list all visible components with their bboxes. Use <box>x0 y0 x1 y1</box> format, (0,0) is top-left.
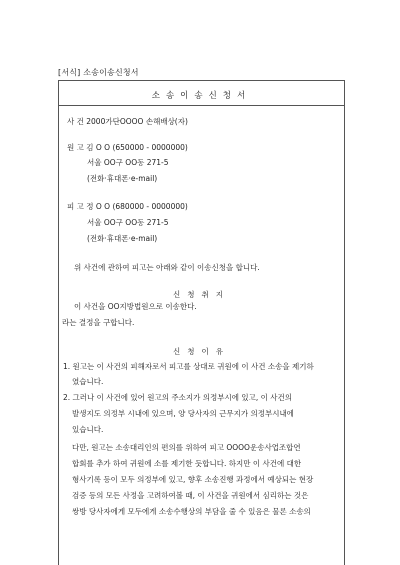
purpose-closing: 라는 결정을 구합니다. <box>62 318 135 327</box>
reason-line: 다만, 원고는 소송대리인의 편의를 위하여 피고 OOOO운송사업조합연 <box>72 443 301 452</box>
reason-line: 합회를 추가 하여 귀원에 소를 제기한 듯합니다. 하지만 이 사건에 대한 <box>72 459 302 468</box>
defendant-contact: (전화·휴대폰·e-mail) <box>87 234 158 243</box>
purpose-heading: 신청취지 <box>173 290 230 299</box>
form-label: [서식] 소송이송신청서 <box>58 68 139 77</box>
reason-heading: 신청이유 <box>173 347 230 356</box>
document-title: 소송이송신청서 <box>151 91 252 101</box>
title-divider <box>59 105 344 106</box>
plaintiff-contact: (전화·휴대폰·e-mail) <box>87 174 158 183</box>
reason-line: 쌍방 당사자에게 모두에게 소송수행상의 부담을 줄 수 있음은 물론 소송의 <box>72 507 311 516</box>
reason-line: 발생지도 의정부 시내에 있으며, 양 당사자의 근무지가 의정부시내에 <box>72 409 294 418</box>
intro-sentence: 위 사건에 관하여 피고는 아래와 같이 이송신청을 합니다. <box>74 263 260 272</box>
reason-line: 있습니다. <box>72 425 104 434</box>
plaintiff-line: 원 고 김 O O (650000 - 0000000) <box>67 143 188 152</box>
case-line: 사 건 2000가단OOOO 손해배상(자) <box>67 117 188 126</box>
defendant-address: 서울 OO구 OO동 271-5 <box>87 218 169 227</box>
plaintiff-address: 서울 OO구 OO동 271-5 <box>87 158 169 167</box>
reason-line: 1. 원고는 이 사건의 피해자로서 피고를 상대로 귀원에 이 사건 소송을 제기하 <box>63 362 314 371</box>
reason-line: 2. 그러나 이 사건에 있어 원고의 주소지가 의정부시에 있고, 이 사건의 <box>63 393 292 402</box>
reason-line: 형사기록 등이 모두 의정부에 있고, 향후 소송진행 과정에서 예상되는 현장 <box>72 475 314 484</box>
reason-line: 였습니다. <box>72 377 104 386</box>
reason-line: 검증 등의 모든 사정을 고려하여볼 때, 이 사건을 귀원에서 심리하는 것은 <box>72 491 309 500</box>
defendant-line: 피 고 정 O O (680000 - 0000000) <box>67 202 188 211</box>
document-box <box>58 80 345 565</box>
purpose-body: 이 사건을 OO지방법원으로 이송한다. <box>74 302 197 311</box>
